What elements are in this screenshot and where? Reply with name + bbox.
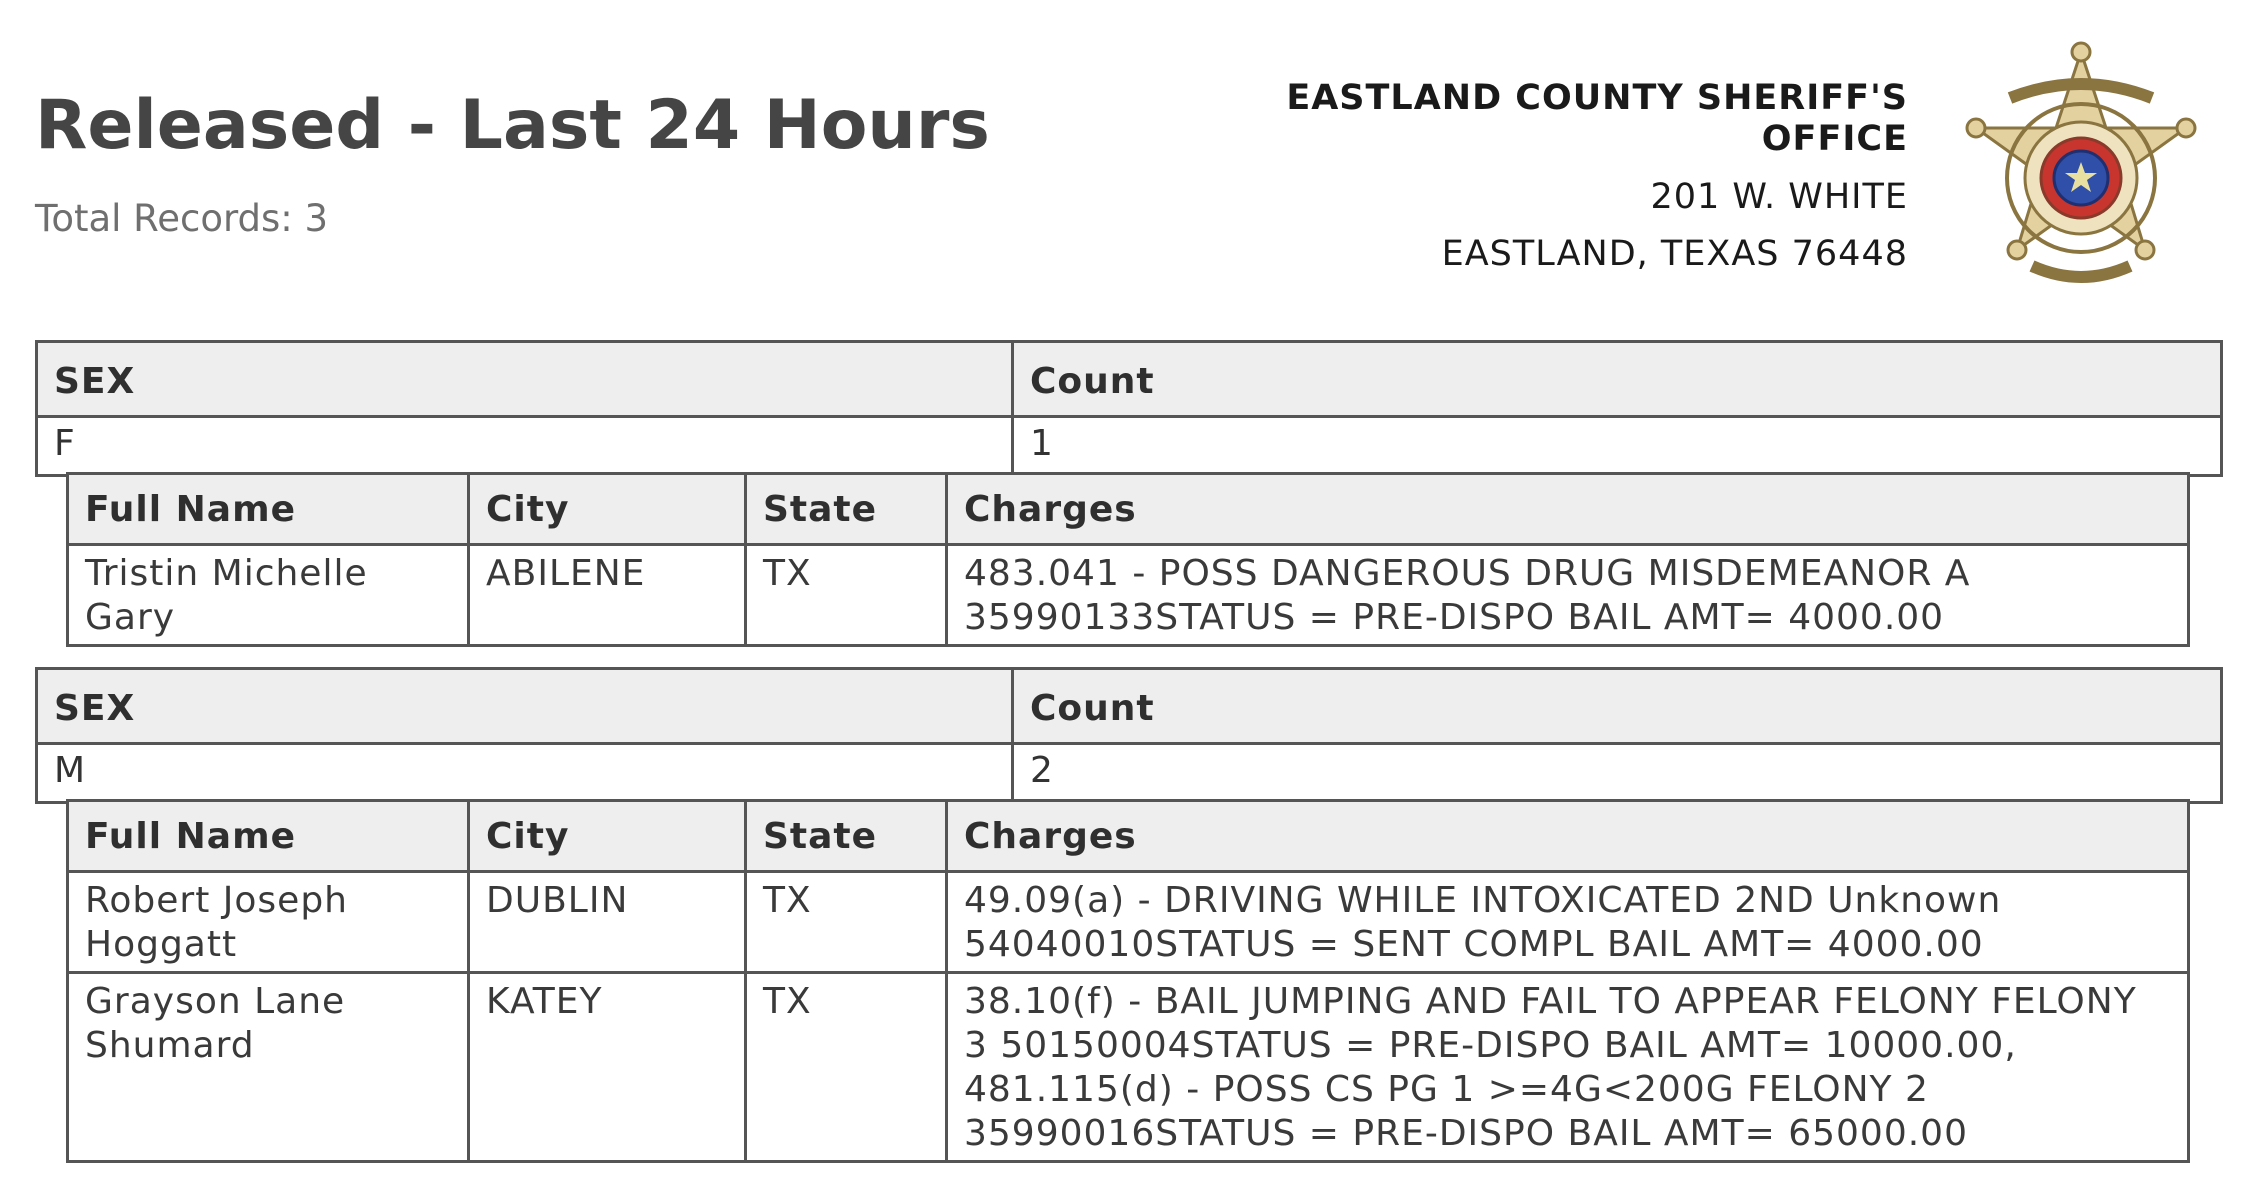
group-header-sex: SEX [37, 342, 1013, 417]
charges-cell: 49.09(a) - DRIVING WHILE INTOXICATED 2ND Unknown 54040010STATUS = SENT COMPL BAIL AMT= 4000.00 [947, 872, 2189, 973]
column-header-city: City [469, 474, 746, 545]
column-header-full-name: Full Name [68, 474, 469, 545]
group-header-count: Count [1013, 669, 2222, 744]
charges-cell: 483.041 - POSS DANGEROUS DRUG MISDEMEANOR A 35990133STATUS = PRE-DISPO BAIL AMT= 4000.00 [947, 545, 2189, 646]
full-name-cell: Robert Joseph Hoggatt [68, 872, 469, 973]
table-row [68, 973, 2189, 1162]
agency-address-line2: EASTLAND, TEXAS 76448 [1441, 234, 1908, 274]
city-cell: ABILENE [469, 545, 746, 646]
agency-header [1188, 78, 1908, 283]
sex-group-table-m [35, 667, 2223, 804]
full-name-cell: Grayson Lane Shumard [68, 973, 469, 1162]
column-header-state: State [746, 474, 947, 545]
release-records-table-f [66, 472, 2190, 647]
column-header-city: City [469, 801, 746, 872]
sex-group-table-f [35, 340, 2223, 477]
release-records-table-m [66, 799, 2190, 1163]
group-sex-value: F [37, 417, 1013, 476]
agency-name-line1: EASTLAND COUNTY SHERIFF'S [1286, 78, 1908, 118]
column-header-charges: Charges [947, 474, 2189, 545]
column-header-full-name: Full Name [68, 801, 469, 872]
group-sex-value: M [37, 744, 1013, 803]
agency-address-line1: 201 W. WHITE [1650, 177, 1908, 217]
total-records: Total Records: 3 [35, 197, 329, 240]
group-count-value: 1 [1013, 417, 2222, 476]
table-row [68, 872, 2189, 973]
page-title: Released - Last 24 Hours [35, 86, 990, 165]
group-header-sex: SEX [37, 669, 1013, 744]
city-cell: KATEY [469, 973, 746, 1162]
city-cell: DUBLIN [469, 872, 746, 973]
full-name-cell: Tristin Michelle Gary [68, 545, 469, 646]
group-header-count: Count [1013, 342, 2222, 417]
agency-name-line2: OFFICE [1761, 119, 1908, 159]
group-count-value: 2 [1013, 744, 2222, 803]
sheriff-star-badge-icon [1940, 30, 2222, 306]
state-cell: TX [746, 872, 947, 973]
state-cell: TX [746, 545, 947, 646]
column-header-state: State [746, 801, 947, 872]
table-row [68, 545, 2189, 646]
state-cell: TX [746, 973, 947, 1162]
column-header-charges: Charges [947, 801, 2189, 872]
charges-cell: 38.10(f) - BAIL JUMPING AND FAIL TO APPEAR FELONY FELONY 3 50150004STATUS = PRE-DISPO BAIL AMT= 10000.00, 481.115(d) - POSS CS PG 1 >=4G<200G FELONY 2 35990016STATUS = PRE-DISPO BAIL AMT= 65000.00 [947, 973, 2189, 1162]
